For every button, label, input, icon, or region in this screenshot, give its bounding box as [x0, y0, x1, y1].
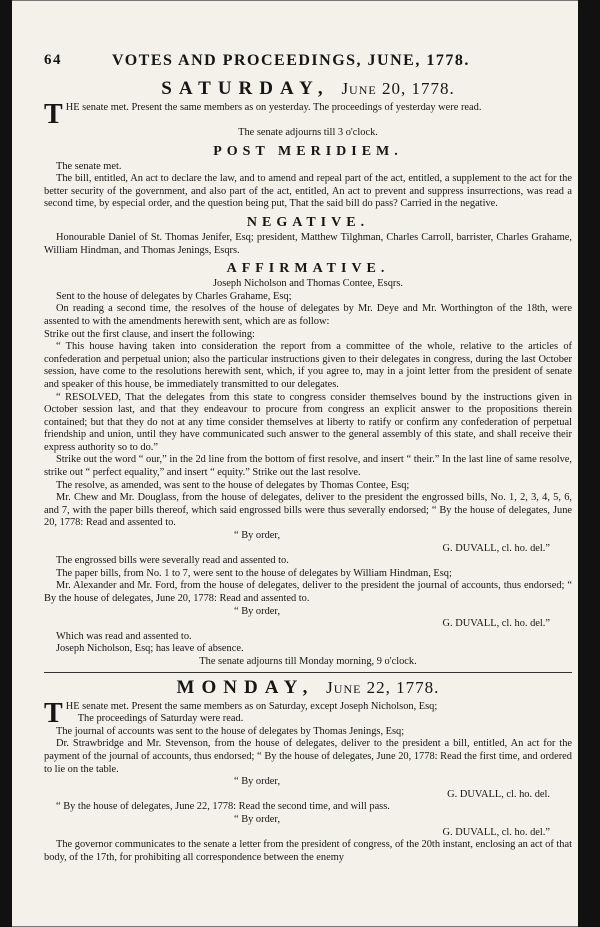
- body-paragraph: Which was read and assented to.: [56, 630, 192, 642]
- affirmative-names: Joseph Nicholson and Thomas Contee, Esqrs.: [213, 278, 403, 290]
- body-paragraph: The paper bills, from No. 1 to 7, were sent to the house of delegates by William Hindman, Esq;: [56, 567, 452, 579]
- running-title: VOTES AND PROCEEDINGS, JUNE, 1778.: [112, 52, 470, 69]
- scan-border-right: [578, 0, 600, 927]
- pm-line: The bill, entitled, An act to declare the law, and to amend and repeal part of the act, entitled, a supplement to the act for the better security of the government, and also part of the act, entitled, An act to prevent and suppress insurrections, was read a second time, by especial order, and the question being put, That the said bill do pass? Carried in the negative.: [44, 173, 572, 210]
- scan-border-left: [0, 0, 12, 927]
- page-number: 64: [44, 52, 62, 68]
- body-paragraph: Mr. Alexander and Mr. Ford, from the house of delegates, deliver to the president the journal of accounts, thus endorsed; “ By the house of delegates, June 20, 1778: Read and assented to.: [44, 580, 572, 604]
- section-divider: [44, 672, 572, 673]
- by-order: “ By order,: [234, 605, 281, 617]
- body-paragraph: Strike out the first clause, and insert the following:: [44, 328, 255, 340]
- body-paragraph: Mr. Chew and Mr. Douglass, from the house of delegates, deliver to the president the engrossed bills, No. 1, 2, 3, 4, 5, 6, and 7, with the paper bills thereof, which said engrossed bills were thus severally endorsed; “ By the house of delegates, June 20, 1778: Read and assented to.: [44, 492, 572, 529]
- quoted-paragraph: “ This house having taken into consideration the report from a committee of the whole, relative to the articles of confederation and perpetual union; also the particular instructions given to their delegates in congress, during the last October session, have come to the resolutions herewith sent, which, if you agree to, may in a joint letter from the president of senate and speaker of this house, be immediately transmitted to our delegates.: [44, 341, 572, 390]
- day-name: SATURDAY,: [161, 78, 330, 99]
- clerk-signature: G. DUVALL, cl. ho. del.: [447, 788, 550, 800]
- post-meridiem-heading: POST MERIDIEM.: [213, 143, 403, 159]
- by-order: “ By order,: [234, 530, 281, 542]
- day-heading-saturday: [44, 78, 572, 100]
- day-heading-monday: [44, 677, 572, 699]
- negative-names: Honourable Daniel of St. Thomas Jenifer, Esq; president, Matthew Tilghman, Charles Carroll, barrister, Charles Grahame, William Hindman, and Thomas Jenings, Esqrs.: [44, 231, 572, 256]
- clerk-signature: G. DUVALL, cl. ho. del.”: [442, 826, 550, 838]
- by-order: “ By order,: [234, 776, 281, 788]
- body-paragraph: The journal of accounts was sent to the house of delegates by Thomas Jenings, Esq;: [56, 725, 405, 737]
- body-paragraph: The resolve, as amended, was sent to the house of delegates by Thomas Contee, Esq;: [56, 479, 410, 491]
- body-paragraph: Sent to the house of delegates by Charles Grahame, Esq;: [56, 290, 292, 302]
- running-head: [44, 52, 572, 74]
- body-paragraph: Dr. Strawbridge and Mr. Stevenson, from the house of delegates, deliver to the president a bill, entitled, An act for the payment of the journal of accounts, thus endorsed; “ By the house of delegates, June 20, 1778: Read the first time, and ordered to lie on the table.: [44, 738, 572, 775]
- adjournment: The senate adjourns till Monday morning, 9 o'clock.: [199, 655, 417, 667]
- closing-paragraph: The governor communicates to the senate a letter from the president of congress, of the 20th instant, enclosing an act of that body, of the 17th, for prohibiting all correspondence between the enemy: [44, 839, 572, 863]
- clerk-signature: G. DUVALL, cl. ho. del.”: [442, 542, 550, 554]
- pm-line: The senate met.: [56, 160, 122, 172]
- body-paragraph: Strike out the word “ our,” in the 2d line from the bottom of first resolve, and insert “ their.” In the last line of same resolve, strike out “ perfect equality,” and insert “ equity.” Strike out the last resolve.: [44, 454, 572, 479]
- adjournment: The senate adjourns till 3 o'clock.: [238, 127, 378, 138]
- day-name: MONDAY,: [176, 676, 315, 698]
- affirmative-heading: AFFIRMATIVE.: [226, 261, 390, 277]
- negative-heading: NEGATIVE.: [246, 214, 370, 230]
- body-paragraph: “ By the house of delegates, June 22, 1778: Read the second time, and will pass.: [56, 801, 390, 813]
- monday-opening: THE senate met. Present the same members as on Saturday, except Joseph Nicholson, Esq;: [44, 697, 438, 729]
- resolved-paragraph: “ RESOLVED, That the delegates from this state to congress consider themselves bound by the instructions given in October session last, and that they endeavour to procure from congress an explicit answer to the propositions therein contained; but that they do not at any time consider themselves at liberty to ratify or confirm any confederation of perpetual friendship and union, until they have communicated such answer to the general assembly of this state, and shall receive their express authority so to do.”: [44, 391, 572, 453]
- opening-paragraph: THE senate met. Present the same members as on yesterday. The proceedings of yesterday were read.: [44, 99, 482, 130]
- body-paragraph: The proceedings of Saturday were read.: [77, 713, 244, 725]
- body-paragraph: On reading a second time, the resolves of the house of delegates by Mr. Deye and Mr. Worthington of the 18th, were assented to with the amendments herewith sent, which are as follow:: [44, 303, 572, 327]
- page-content: [44, 52, 572, 864]
- body-paragraph: Joseph Nicholson, Esq; has leave of absence.: [56, 643, 244, 655]
- day-date: June 22, 1778.: [326, 677, 440, 697]
- drop-cap: T: [44, 99, 63, 130]
- by-order: “ By order,: [234, 813, 281, 825]
- day-date: June 20, 1778.: [341, 79, 455, 98]
- body-paragraph: The engrossed bills were severally read and assented to.: [56, 555, 289, 567]
- clerk-signature: G. DUVALL, cl. ho. del.”: [442, 618, 550, 630]
- drop-cap: T: [44, 697, 63, 729]
